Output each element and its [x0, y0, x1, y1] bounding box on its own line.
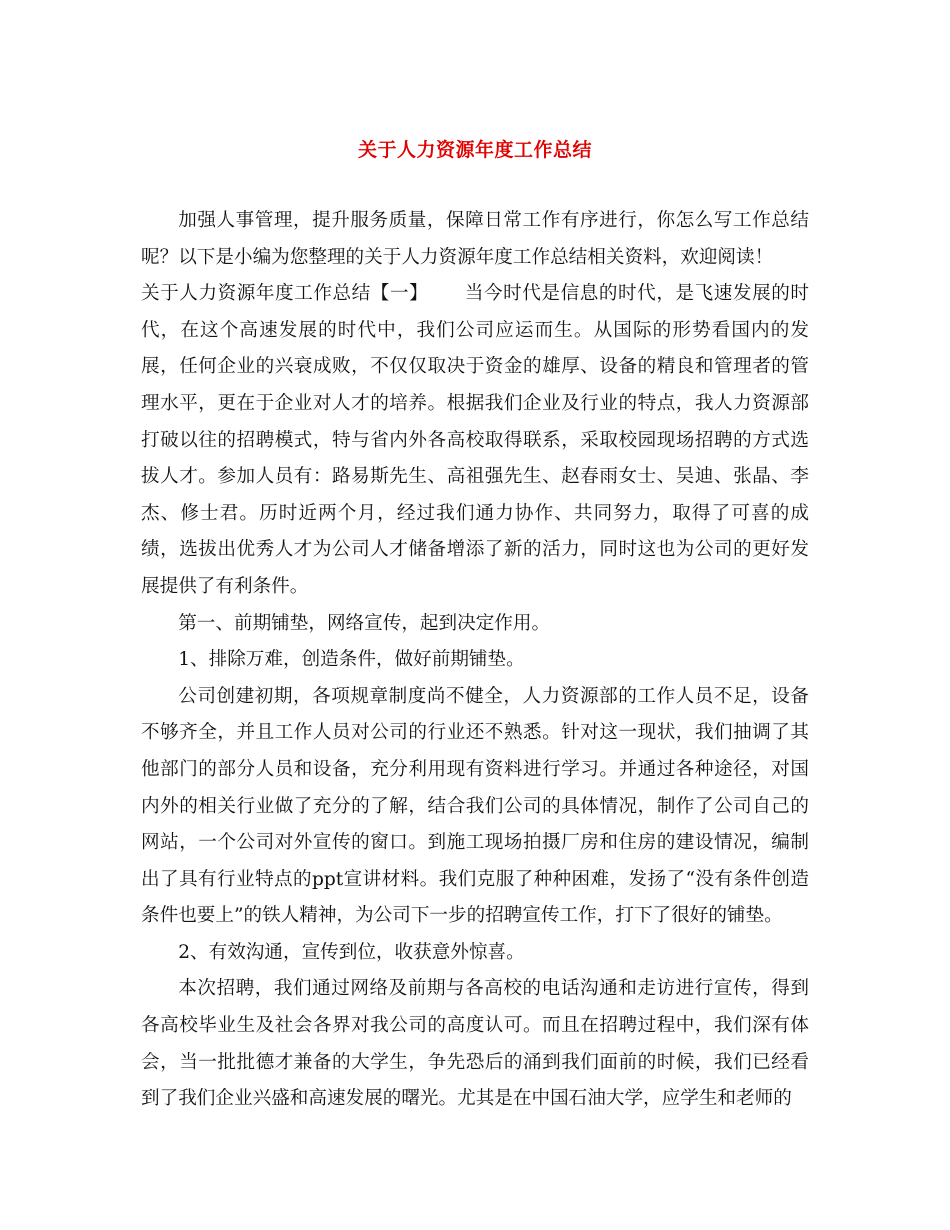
document-body — [141, 203, 809, 1118]
point-one-sub-one-heading: 1、排除万难，创造条件，做好前期铺垫。 — [178, 649, 525, 671]
section-one-paragraph — [141, 276, 809, 605]
point-one-sub-one-text: 公司创建初期，各项规章制度尚不健全，人力资源部的工作人员不足，设备不够齐全，并且工作人员对公司的行业还不熟悉。针对这一现状，我们抽调了其他部门的部分人员和设备，充分利用现有资料进行学习。并通过各种途径，对国内外的相关行业做了充分的了解，结合我们公司的具体情况，制作了公司自己的网站，一个公司对外宣传的窗口。到施工现场拍摄厂房和住房的建设情况，编制出了具有行业特点的ppt宣讲材料。我们克服了种种困难，发扬了“没有条件创造条件也要上”的铁人精神，为公司下一步的招聘宣传工作，打下了很好的铺垫。 — [141, 685, 809, 927]
document-title: 关于人力资源年度工作总结 — [357, 139, 592, 161]
intro-paragraph: 加强人事管理，提升服务质量，保障日常工作有序进行，你怎么写工作总结呢？以下是小编为您整理的关于人力资源年度工作总结相关资料，欢迎阅读！ — [141, 210, 809, 268]
point-one-sub-two-heading: 2、有效沟通，宣传到位，收获意外惊喜。 — [178, 941, 525, 963]
section-one-text: 当今时代是信息的时代，是飞速发展的时代，在这个高速发展的时代中，我们公司应运而生。从国际的形势看国内的发展，任何企业的兴衰成败，不仅仅取决于资金的雄厚、设备的精良和管理者的管理水平，更在于企业对人才的培养。根据我们企业及行业的特点，我人力资源部打破以往的招聘模式，特与省内外各高校取得联系，采取校园现场招聘的方式选拔人才。参加人员有：路易斯先生、高祖强先生、赵春雨女士、吴迪、张晶、李杰、修士君。历时近两个月，经过我们通力协作、共同努力，取得了可喜的成绩，选拔出优秀人才为公司人才储备增添了新的活力，同时这也为公司的更好发展提供了有利条件。 — [141, 283, 809, 597]
point-one-sub-two-text: 本次招聘，我们通过网络及前期与各高校的电话沟通和走访进行宣传，得到各高校毕业生及社会各界对我公司的高度认可。而且在招聘过程中，我们深有体会，当一批批德才兼备的大学生，争先恐后的涌到我们面前的时候，我们已经看到了我们企业兴盛和高速发展的曙光。尤其是在中国石油大学，应学生和老师的 — [141, 978, 809, 1110]
section-one-heading: 关于人力资源年度工作总结【一】 — [141, 283, 429, 305]
point-one-heading: 第一、前期铺垫，网络宣传，起到决定作用。 — [178, 612, 551, 634]
